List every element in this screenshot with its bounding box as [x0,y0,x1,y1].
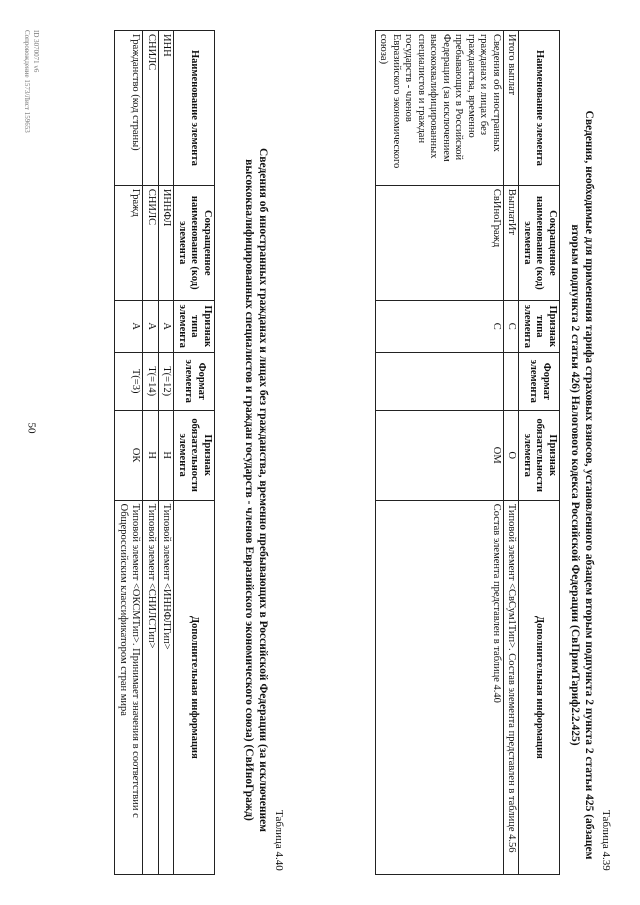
table-cell: Сведения об иностранных гражданах и лицах без гражданства, временно пребывающих в Российской Федерации (за исключением высококвалифицированных специалистов и граждан государств - членов Евразийского экономического союза) [376,31,504,186]
table-row [143,31,159,875]
table-cell: С [504,300,520,352]
table-cell: А [143,300,159,352]
table2-header-row [174,31,215,875]
stamp-line: ID 3070071 v6 [32,30,40,73]
table-cell: Гражданство (код страны) [115,31,143,186]
table-cell: СНИЛС [143,185,159,300]
table-cell: Итого выплат [504,31,520,186]
table2-header: Наименование элемента [174,31,215,186]
table2-header: Формат элемента [174,352,215,410]
stamp-line: Сопровождение 1573/Лист 159653 [23,30,31,133]
table1-title: Сведения, необходимые для применения тарифа страховых взносов, установленного абзацем вторым подпункта 2 пункта 2 статьи 425 (абзацем вторым подпункта 2 статьи 426) Налогового кодекса Российской Федерации (СвПримТариф2.2.425) [569,110,595,860]
table-cell: T(=12) [159,352,175,410]
table-cell: ИННФЛ [159,185,175,300]
table-cell: Н [159,410,175,500]
table2-header: Дополнительная информация [174,500,215,874]
table-cell: Гражд [115,185,143,300]
page-number: 50 [25,422,38,434]
table1-header: Сокращенное наименование (код) элемента [519,185,560,300]
table-row [159,31,175,875]
table-cell [376,352,504,410]
table2 [115,30,216,875]
table-cell: T(=14) [143,352,159,410]
table-row [376,31,504,875]
table-cell: СвИноГражд [376,185,504,300]
table-cell: Типовой элемент <ОКСМТип>. Принимает значения в соответствии с Общероссийским классификатором стран мира [115,500,143,874]
table2-caption: Таблица 4.40 [273,810,285,871]
document-stamp [22,30,40,133]
table2-header: Признак обязательности элемента [174,410,215,500]
table-cell: ОК [115,410,143,500]
table-cell: ОМ [376,410,504,500]
table-cell: Н [143,410,159,500]
table-cell: А [159,300,175,352]
table-cell: ИНН [159,31,175,186]
table1-header: Признак обязательности элемента [519,410,560,500]
table-cell: Состав элемента представлен в таблице 4.40 [376,500,504,874]
table-cell [504,352,520,410]
table-cell: А [115,300,143,352]
table-cell: СНИЛС [143,31,159,186]
table2-title: Сведения об иностранных гражданах и лицах без гражданства, временно пребывающих в Российской Федерации (за исключением высококвалифицированных специалистов и граждан государств - членов Евразийского экономического союза) (СвИноГражд) [243,147,269,833]
table1-caption: Таблица 4.39 [600,810,612,871]
table1-header: Формат элемента [519,352,560,410]
table-cell: Типовой элемент <ИННФЛТип> [159,500,175,874]
table1 [375,30,560,875]
table-cell: Типовой элемент <СНИЛСТип> [143,500,159,874]
table1-header: Наименование элемента [519,31,560,186]
table1-header: Признак типа элемента [519,300,560,352]
table2-header: Признак типа элемента [174,300,215,352]
table2-header: Сокращенное наименование (код) элемента [174,185,215,300]
table-cell: О [504,410,520,500]
table-cell: ВыплатИт [504,185,520,300]
table-cell: Типовой элемент <СвСум1Тип>. Состав элемента представлен в таблице 4.56 [504,500,520,874]
table-cell: T(=3) [115,352,143,410]
table-row [115,31,143,875]
table1-header: Дополнительная информация [519,500,560,874]
table-cell: С [376,300,504,352]
table1-header-row [519,31,560,875]
table-row [504,31,520,875]
